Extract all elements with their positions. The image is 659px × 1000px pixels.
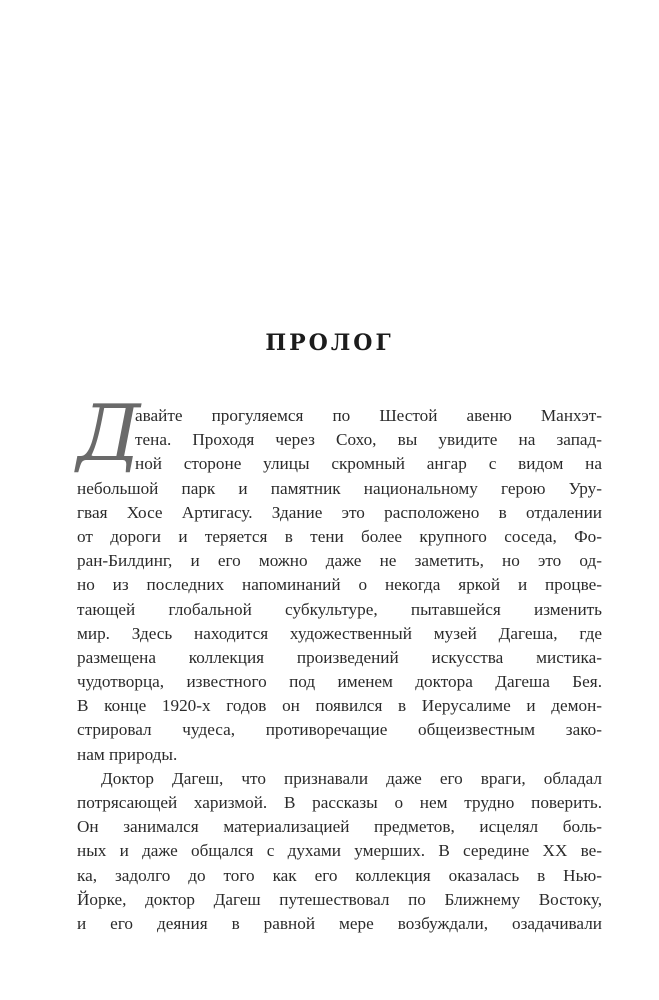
text-line: тена. Проходя через Сохо, вы увидите на запад- (135, 430, 602, 450)
paragraph-1 (77, 404, 602, 767)
text-line: мир. Здесь находится художественный музей Дагеша, где (77, 623, 602, 643)
text-line: и его деяния в равной мере возбуждали, озадачивали (77, 913, 602, 933)
text-line: нам природы. (77, 744, 178, 764)
text-line: но из последних напоминаний о некогда яркой и процве- (77, 575, 602, 595)
chapter-title: ПРОЛОГ (265, 330, 394, 356)
text-line: тающей глобальной субкультуре, пытавшейся изменить (77, 599, 602, 619)
body-text (77, 404, 602, 936)
text-line: ран-Билдинг, и его можно даже не заметить, но это од- (77, 551, 602, 571)
text-line: небольшой парк и памятник национальному герою Уру- (77, 478, 602, 498)
text-line: потрясающей харизмой. В рассказы о нем трудно поверить. (77, 793, 602, 812)
text-line: авайте прогуляемся по Шестой авеню Манхэт- (135, 406, 602, 425)
text-line: чудотворца, известного под именем доктора Дагеша Бея. (77, 672, 602, 692)
text-line: стрировал чудеса, противоречащие общеизвестным зако- (77, 720, 602, 740)
text-line: ной стороне улицы скромный ангар с видом на (135, 454, 602, 474)
text-line: Он занимался материализацией предметов, исцелял боль- (77, 817, 602, 837)
paragraph-2 (77, 767, 602, 936)
text-line: В конце 1920-х годов он появился в Иерусалиме и демон- (77, 696, 602, 716)
text-line: размещена коллекция произведений искусства мистика- (77, 647, 602, 667)
text-line: Доктор Дагеш, что признавали даже его враги, обладал (101, 768, 602, 788)
text-line: ка, задолго до того как его коллекция оказалась в Нью- (77, 865, 602, 885)
drop-cap-letter: Д (77, 389, 141, 479)
text-line: ных и даже общался с духами умерших. В середине XX ве- (77, 841, 602, 861)
text-line: гвая Хосе Артигасу. Здание это расположено в отдалении (77, 502, 602, 522)
text-line: Йорке, доктор Дагеш путешествовал по Ближнему Востоку, (77, 889, 602, 909)
text-line: от дороги и теряется в тени более крупного соседа, Фо- (77, 526, 602, 546)
